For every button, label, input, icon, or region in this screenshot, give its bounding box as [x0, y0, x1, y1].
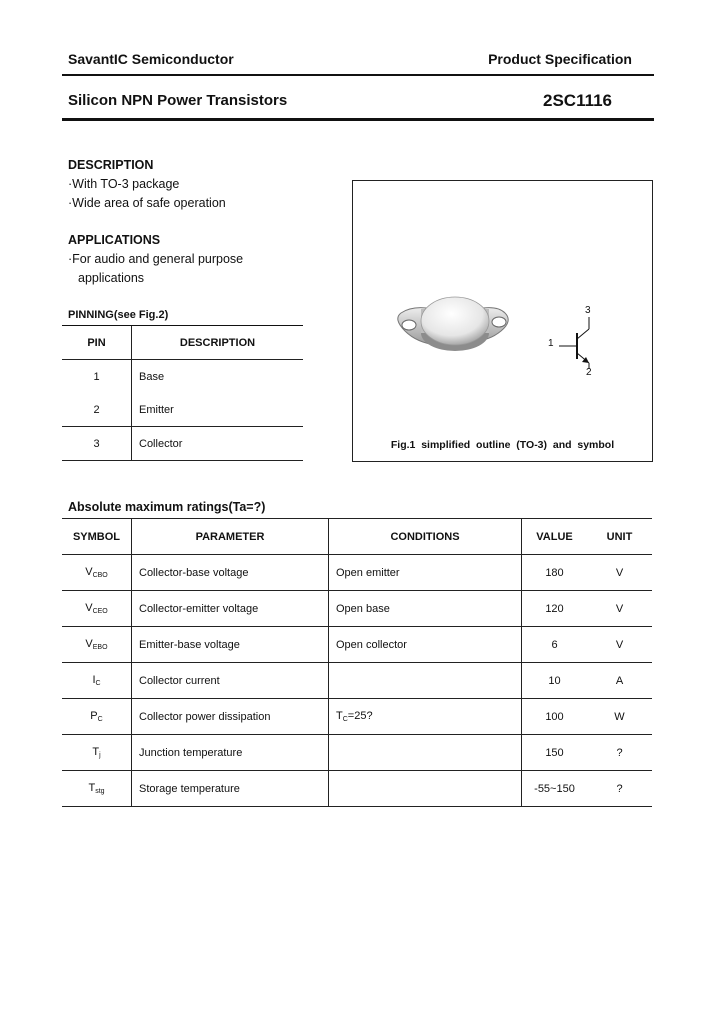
value-cell: 100 — [522, 699, 588, 735]
pin-desc-header: DESCRIPTION — [132, 326, 304, 360]
pin-number: 2 — [93, 403, 100, 416]
value-cell: 10 — [522, 663, 588, 699]
doc-type: Product Specification — [488, 51, 632, 67]
conditions-cell: Open base — [329, 591, 522, 627]
pin-label-emitter: 2 — [586, 367, 592, 378]
symbol-cell — [62, 771, 132, 807]
parameter-header: PARAMETER — [132, 519, 329, 555]
pin-label-collector: 3 — [585, 305, 591, 316]
condition-letter: T — [336, 710, 343, 722]
parameter-cell: Collector-base voltage — [132, 555, 329, 591]
description-title: DESCRIPTION — [68, 158, 154, 172]
conditions-cell — [329, 663, 522, 699]
pin-table — [62, 326, 303, 461]
applications-item: ·For audio and general purpose — [68, 252, 244, 266]
unit-cell: A — [587, 663, 652, 699]
table-row — [62, 360, 303, 394]
value-cell: 6 — [522, 627, 588, 663]
ratings-table — [62, 518, 652, 807]
table-row — [62, 663, 652, 699]
unit-cell: V — [587, 591, 652, 627]
conditions-cell — [329, 735, 522, 771]
symbol-cell — [62, 735, 132, 771]
table-row — [62, 735, 652, 771]
value-cell: 120 — [522, 591, 588, 627]
condition-subscript: C — [342, 716, 348, 723]
pin-description: Base — [132, 360, 304, 394]
symbol-letter: V — [85, 566, 93, 578]
symbol-subscript: C — [95, 680, 101, 687]
table-row — [62, 393, 303, 427]
pin-number: 1 — [93, 370, 100, 383]
value-cell: -55~150 — [522, 771, 588, 807]
value-header: VALUE — [522, 519, 588, 555]
description-item: ·Wide area of safe operation — [68, 196, 226, 210]
part-number: 2SC1116 — [543, 91, 613, 110]
symbol-letter: V — [85, 602, 93, 614]
symbol-subscript: CEO — [92, 608, 108, 615]
parameter-cell: Collector current — [132, 663, 329, 699]
figure-caption: Fig.1 simplified outline (TO-3) and symbol — [390, 439, 615, 451]
parameter-cell: Collector power dissipation — [132, 699, 329, 735]
symbol-subscript: j — [99, 752, 101, 759]
symbol-subscript: C — [97, 716, 103, 723]
npn-transistor-symbol — [353, 181, 652, 461]
parameter-cell: Emitter-base voltage — [132, 627, 329, 663]
header-rule-bottom — [62, 118, 654, 121]
table-row — [62, 771, 652, 807]
symbol-cell — [62, 591, 132, 627]
symbol-letter: T — [88, 782, 96, 794]
value-cell: 150 — [522, 735, 588, 771]
pin-header: PIN — [87, 336, 106, 349]
value-cell: 180 — [522, 555, 588, 591]
pinning-title: PINNING(see Fig.2) — [68, 309, 169, 321]
parameter-cell: Collector-emitter voltage — [132, 591, 329, 627]
symbol-cell — [62, 627, 132, 663]
conditions-header: CONDITIONS — [329, 519, 522, 555]
symbol-cell — [62, 555, 132, 591]
symbol-cell — [62, 663, 132, 699]
header-rule-top — [62, 74, 654, 76]
applications-title: APPLICATIONS — [68, 233, 161, 247]
pin-description: Emitter — [132, 393, 304, 427]
product-line: Silicon NPN Power Transistors — [68, 92, 288, 109]
company-name: SavantIC Semiconductor — [68, 51, 234, 67]
conditions-cell: Open collector — [329, 627, 522, 663]
pin-label-base: 1 — [548, 338, 554, 349]
condition-value: =25? — [347, 710, 373, 722]
symbol-letter: I — [92, 674, 96, 686]
parameter-cell: Junction temperature — [132, 735, 329, 771]
applications-item-cont: applications — [78, 271, 145, 285]
symbol-subscript: CBO — [92, 572, 108, 579]
figure-box — [352, 180, 653, 462]
symbol-subscript: EBO — [92, 644, 108, 651]
symbol-header: SYMBOL — [62, 519, 132, 555]
table-row — [62, 555, 652, 591]
conditions-cell — [329, 699, 522, 735]
table-row — [62, 591, 652, 627]
symbol-cell — [62, 699, 132, 735]
unit-header: UNIT — [587, 519, 652, 555]
description-item: ·With TO-3 package — [68, 177, 180, 191]
symbol-letter: P — [90, 710, 98, 722]
table-row — [62, 427, 303, 461]
table-row — [62, 699, 652, 735]
symbol-letter: T — [92, 746, 100, 758]
pin-description: Collector — [132, 427, 304, 461]
unit-cell: ? — [587, 735, 652, 771]
conditions-cell — [329, 771, 522, 807]
unit-cell: V — [587, 555, 652, 591]
table-row — [62, 627, 652, 663]
pin-number: 3 — [93, 437, 100, 450]
ratings-title: Absolute maximum ratings(Ta=?) — [68, 500, 266, 514]
symbol-subscript: stg — [95, 788, 105, 795]
symbol-letter: V — [85, 638, 93, 650]
unit-cell: ? — [587, 771, 652, 807]
conditions-cell: Open emitter — [329, 555, 522, 591]
unit-cell: V — [587, 627, 652, 663]
unit-cell: W — [587, 699, 652, 735]
parameter-cell: Storage temperature — [132, 771, 329, 807]
